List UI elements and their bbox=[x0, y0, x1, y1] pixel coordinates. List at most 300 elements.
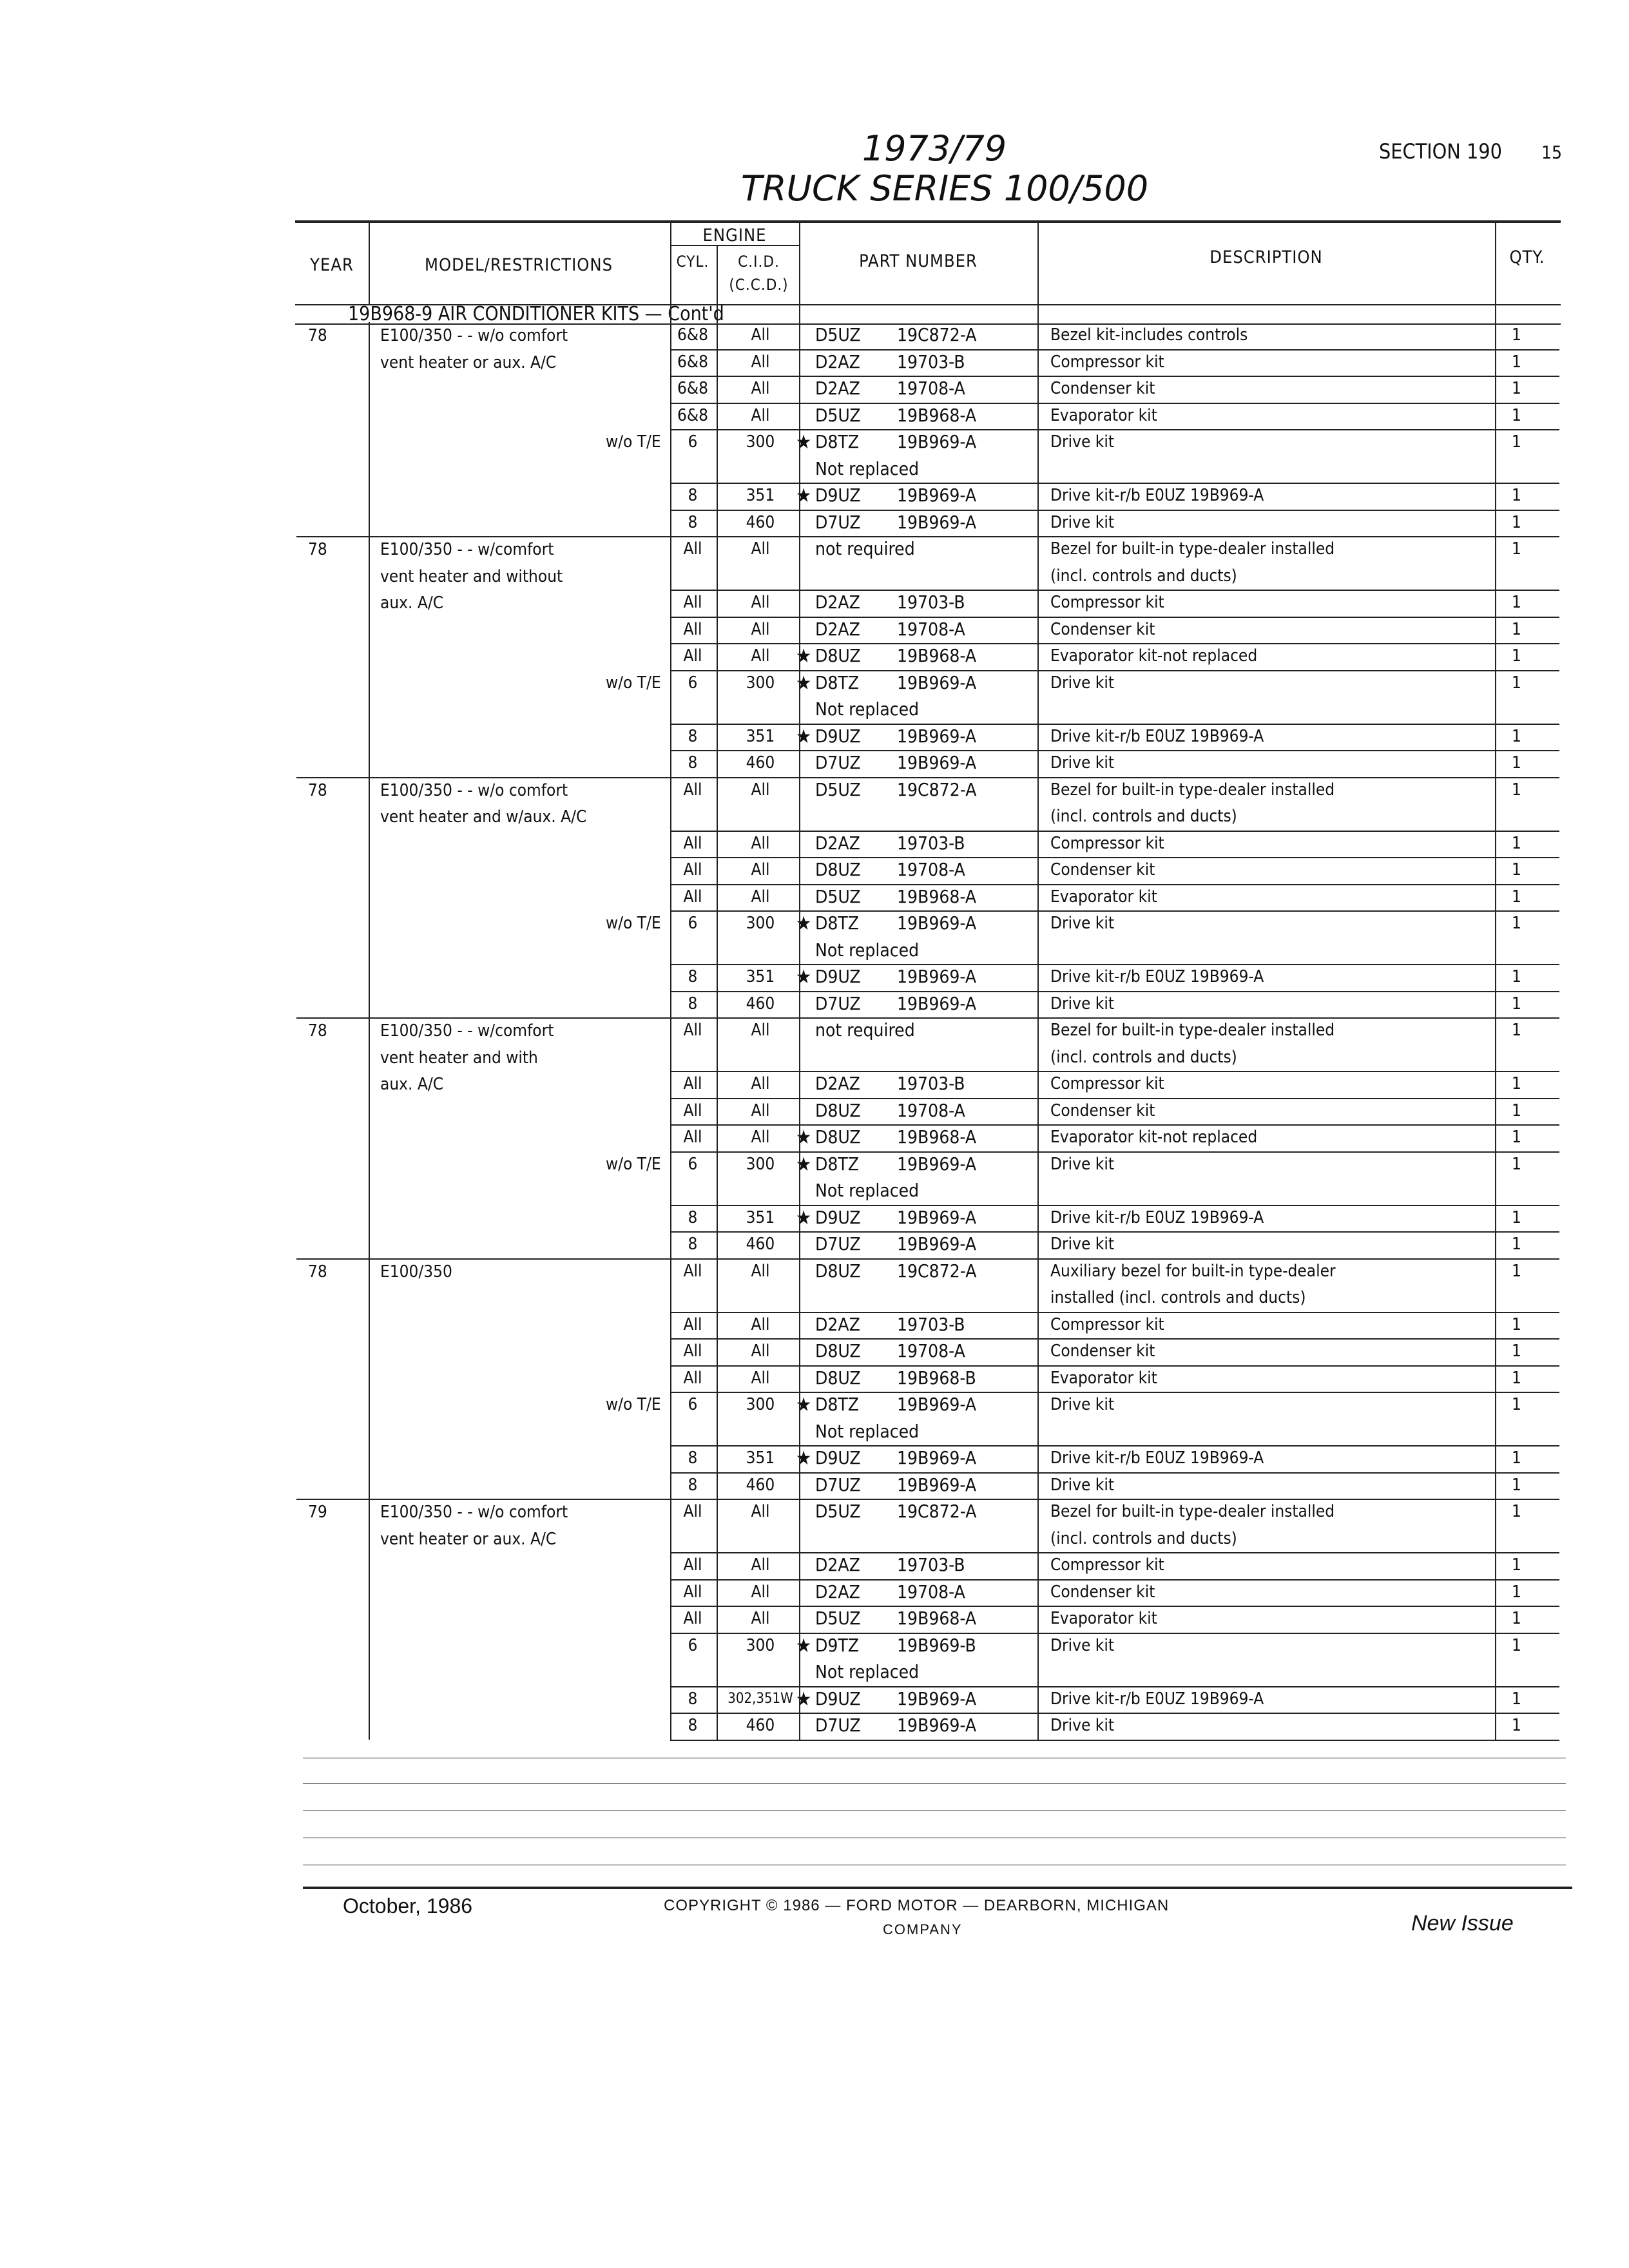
rule bbox=[369, 1017, 370, 1258]
part-number: 19703-B bbox=[897, 832, 965, 854]
cyl-cell: 6&8 bbox=[677, 405, 708, 425]
description-line: Drive kit bbox=[1050, 673, 1114, 693]
part-number: 19708-A bbox=[897, 618, 965, 640]
cid-cell: 460 bbox=[746, 1716, 775, 1735]
cyl-cell: All bbox=[683, 1502, 702, 1521]
rule bbox=[1037, 831, 1559, 832]
part-number: 19708-A bbox=[897, 1099, 965, 1121]
part-prefix: D9UZ bbox=[815, 725, 861, 747]
part-prefix: D8TZ bbox=[815, 431, 860, 452]
title-line-2: TRUCK SERIES 100/500 bbox=[741, 168, 1149, 209]
qty-cell: 1 bbox=[1512, 1475, 1521, 1495]
model-line: aux. A/C bbox=[380, 593, 444, 613]
rule bbox=[670, 1338, 1037, 1340]
qty-cell: 1 bbox=[1512, 1689, 1521, 1709]
description-line: Drive kit bbox=[1050, 1635, 1114, 1655]
cyl-cell: 8 bbox=[688, 726, 698, 746]
rule bbox=[1037, 777, 1559, 778]
star-icon: ★ bbox=[796, 671, 812, 695]
year-cell: 78 bbox=[308, 326, 327, 345]
description-line: Bezel for built-in type-dealer installed bbox=[1050, 780, 1335, 800]
part-prefix: D5UZ bbox=[815, 885, 861, 907]
rule bbox=[1037, 1472, 1559, 1474]
cyl-cell: 8 bbox=[688, 512, 698, 532]
part-prefix: D2AZ bbox=[815, 1313, 860, 1335]
part-number: 19B968-A bbox=[897, 885, 977, 907]
cid-cell: 460 bbox=[746, 994, 775, 1014]
cid-cell: 351 bbox=[746, 1207, 775, 1227]
model-line: E100/350 - - w/o comfort bbox=[380, 780, 568, 800]
qty-cell: 1 bbox=[1512, 1368, 1521, 1388]
qty-cell: 1 bbox=[1512, 1235, 1521, 1254]
qty-cell: 1 bbox=[1512, 1314, 1521, 1334]
description-line: Bezel for built-in type-dealer installed bbox=[1050, 539, 1335, 559]
rule bbox=[670, 590, 1037, 591]
qty-cell: 1 bbox=[1512, 593, 1521, 612]
part-number: 19B968-A bbox=[897, 404, 977, 426]
cid-cell: All bbox=[751, 887, 770, 907]
description-line: Evaporator kit bbox=[1050, 405, 1157, 425]
col-engine: ENGINE bbox=[702, 226, 767, 245]
rule bbox=[1037, 1071, 1559, 1072]
cyl-cell: 6 bbox=[688, 673, 698, 693]
part-number: 19C872-A bbox=[897, 324, 977, 345]
part-number: 19703-B bbox=[897, 351, 965, 372]
qty-cell: 1 bbox=[1512, 860, 1521, 879]
rule bbox=[670, 1098, 1037, 1099]
rule bbox=[1037, 910, 1559, 912]
cyl-cell: All bbox=[683, 593, 702, 612]
part-number: 19B969-B bbox=[897, 1634, 976, 1656]
rule bbox=[799, 220, 800, 304]
rule bbox=[670, 429, 1037, 430]
star-icon: ★ bbox=[796, 1206, 812, 1229]
cid-cell: All bbox=[751, 833, 770, 853]
star-icon: ★ bbox=[796, 431, 812, 454]
footer-issue: New Issue bbox=[1411, 1911, 1514, 1936]
cid-cell: 460 bbox=[746, 512, 775, 532]
part-number: 19708-A bbox=[897, 859, 965, 880]
cid-cell: 300 bbox=[746, 432, 775, 452]
part-number: 19B969-A bbox=[897, 511, 977, 533]
description-line: Drive kit bbox=[1050, 1395, 1114, 1414]
star-icon: ★ bbox=[796, 725, 812, 748]
cyl-cell: All bbox=[683, 887, 702, 907]
rule bbox=[670, 1124, 1037, 1126]
cyl-cell: All bbox=[683, 1314, 702, 1334]
cyl-cell: 6 bbox=[688, 914, 698, 933]
star-icon: ★ bbox=[796, 1447, 812, 1470]
qty-cell: 1 bbox=[1512, 967, 1521, 986]
rule bbox=[670, 964, 1037, 965]
rule bbox=[1037, 991, 1559, 992]
part-prefix: D5UZ bbox=[815, 778, 861, 800]
rule bbox=[296, 1017, 670, 1019]
page-number: 15 bbox=[1541, 142, 1563, 163]
rule bbox=[670, 304, 671, 1740]
cyl-cell: 8 bbox=[688, 1689, 698, 1709]
cyl-cell: 8 bbox=[688, 1475, 698, 1495]
col-ccd: (C.C.D.) bbox=[729, 276, 789, 294]
cyl-cell: 8 bbox=[688, 1716, 698, 1735]
restriction-label: w/o T/E bbox=[606, 1154, 661, 1174]
cid-cell: All bbox=[751, 1368, 770, 1388]
rule bbox=[670, 831, 1037, 832]
description-line: Drive kit-r/b E0UZ 19B969-A bbox=[1050, 726, 1264, 746]
col-year: YEAR bbox=[310, 255, 354, 275]
model-line: aux. A/C bbox=[380, 1075, 444, 1094]
rule bbox=[670, 884, 1037, 885]
rule bbox=[1037, 1740, 1559, 1741]
cid-cell: All bbox=[751, 1021, 770, 1040]
model-line: vent heater and without bbox=[380, 566, 563, 586]
rule bbox=[670, 1606, 1037, 1607]
description-line: Drive kit-r/b E0UZ 19B969-A bbox=[1050, 486, 1264, 505]
star-icon: ★ bbox=[796, 1394, 812, 1416]
part-prefix: D7UZ bbox=[815, 1233, 861, 1254]
cyl-cell: All bbox=[683, 1555, 702, 1575]
cyl-cell: 6 bbox=[688, 1635, 698, 1655]
qty-cell: 1 bbox=[1512, 1582, 1521, 1602]
part-prefix: D2AZ bbox=[815, 1554, 860, 1575]
qty-cell: 1 bbox=[1512, 780, 1521, 800]
rule bbox=[303, 1887, 1572, 1889]
cyl-cell: 6&8 bbox=[677, 352, 708, 372]
part-prefix: D8UZ bbox=[815, 859, 861, 880]
description-line: Drive kit bbox=[1050, 1475, 1114, 1495]
cyl-cell: 6&8 bbox=[677, 379, 708, 398]
part-number: 19B968-A bbox=[897, 1126, 977, 1148]
cid-cell: 300 bbox=[746, 1635, 775, 1655]
part-number: 19B969-A bbox=[897, 1715, 977, 1736]
part-prefix: D8UZ bbox=[815, 1099, 861, 1121]
description-line: Compressor kit bbox=[1050, 352, 1164, 372]
part-prefix: D9TZ bbox=[815, 1634, 860, 1656]
part-prefix: D8UZ bbox=[815, 1367, 861, 1389]
rule bbox=[1037, 724, 1559, 725]
part-number: 19B969-A bbox=[897, 1447, 977, 1468]
rule bbox=[670, 245, 799, 246]
cid-cell: 460 bbox=[746, 753, 775, 773]
qty-cell: 1 bbox=[1512, 1635, 1521, 1655]
cid-cell: All bbox=[751, 780, 770, 800]
rule bbox=[1037, 1552, 1559, 1553]
cid-cell: All bbox=[751, 860, 770, 879]
cid-cell: All bbox=[751, 646, 770, 666]
rule bbox=[670, 777, 1037, 778]
cid-cell: 300 bbox=[746, 1154, 775, 1174]
rule bbox=[1037, 643, 1559, 644]
cid-cell: All bbox=[751, 379, 770, 398]
rule bbox=[1037, 1258, 1559, 1260]
rule bbox=[1037, 510, 1559, 511]
star-icon: ★ bbox=[796, 1687, 812, 1711]
year-cell: 78 bbox=[308, 780, 327, 800]
cyl-cell: All bbox=[683, 833, 702, 853]
star-icon: ★ bbox=[796, 912, 812, 935]
rule bbox=[670, 1312, 1037, 1313]
rule bbox=[1037, 483, 1559, 484]
description-line: Condenser kit bbox=[1050, 860, 1155, 879]
rule bbox=[670, 724, 1037, 725]
rule bbox=[670, 1740, 1037, 1741]
rule bbox=[1037, 536, 1559, 537]
part-prefix: D8TZ bbox=[815, 1153, 860, 1175]
part-number: 19B969-A bbox=[897, 966, 977, 987]
description-line: Bezel for built-in type-dealer installed bbox=[1050, 1021, 1335, 1040]
part-note: Not replaced bbox=[815, 939, 920, 961]
rule bbox=[1037, 590, 1559, 591]
part-prefix: D8UZ bbox=[815, 645, 861, 666]
part-number: 19703-B bbox=[897, 591, 965, 613]
rule bbox=[670, 991, 1037, 992]
qty-cell: 1 bbox=[1512, 1207, 1521, 1227]
rule bbox=[670, 1205, 1037, 1206]
model-line: vent heater and with bbox=[380, 1048, 538, 1068]
description-line: Drive kit-r/b E0UZ 19B969-A bbox=[1050, 1448, 1264, 1468]
description-line: Evaporator kit-not replaced bbox=[1050, 1128, 1258, 1147]
description-line: Condenser kit bbox=[1050, 1582, 1155, 1602]
year-cell: 79 bbox=[308, 1503, 327, 1522]
part-prefix: D8UZ bbox=[815, 1340, 861, 1361]
rule bbox=[1037, 1606, 1559, 1607]
part-prefix: D8TZ bbox=[815, 1394, 860, 1415]
part-prefix: D8UZ bbox=[815, 1126, 861, 1148]
rule bbox=[1037, 1231, 1559, 1233]
rule bbox=[296, 777, 670, 778]
rule bbox=[1037, 304, 1039, 1740]
cid-cell: All bbox=[751, 1074, 770, 1093]
part-number: 19B969-A bbox=[897, 1474, 977, 1495]
cyl-cell: 8 bbox=[688, 753, 698, 773]
qty-cell: 1 bbox=[1512, 325, 1521, 345]
rule bbox=[670, 670, 1037, 671]
rule bbox=[1037, 617, 1559, 618]
qty-cell: 1 bbox=[1512, 833, 1521, 853]
qty-cell: 1 bbox=[1512, 673, 1521, 693]
cid-cell: 351 bbox=[746, 967, 775, 986]
rule bbox=[1037, 1205, 1559, 1206]
description-line: Compressor kit bbox=[1050, 833, 1164, 853]
part-number: 19703-B bbox=[897, 1554, 965, 1575]
part-prefix: D9UZ bbox=[815, 1447, 861, 1468]
description-line: Drive kit bbox=[1050, 1235, 1114, 1254]
qty-cell: 1 bbox=[1512, 1128, 1521, 1147]
description-line: Evaporator kit bbox=[1050, 1368, 1157, 1388]
cid-cell: 460 bbox=[746, 1475, 775, 1495]
description-line: Condenser kit bbox=[1050, 619, 1155, 639]
part-note: Not replaced bbox=[815, 698, 920, 720]
description-line: Compressor kit bbox=[1050, 1074, 1164, 1093]
cyl-cell: All bbox=[683, 1341, 702, 1361]
description-line: Bezel for built-in type-dealer installed bbox=[1050, 1502, 1335, 1521]
cid-cell: 300 bbox=[746, 914, 775, 933]
rule bbox=[1037, 376, 1559, 377]
cid-cell: All bbox=[751, 405, 770, 425]
part-prefix: D7UZ bbox=[815, 992, 861, 1014]
part-number: 19B969-A bbox=[897, 912, 977, 934]
qty-cell: 1 bbox=[1512, 379, 1521, 398]
part-prefix: D7UZ bbox=[815, 1715, 861, 1736]
part-prefix: D9UZ bbox=[815, 485, 861, 506]
footer-company: COMPANY bbox=[883, 1921, 963, 1937]
rule bbox=[670, 1552, 1037, 1553]
model-line: E100/350 - - w/o comfort bbox=[380, 1503, 568, 1522]
rule bbox=[670, 1472, 1037, 1474]
rule bbox=[1037, 220, 1039, 304]
cid-cell: All bbox=[751, 1582, 770, 1602]
star-icon: ★ bbox=[796, 645, 812, 668]
description-line: (incl. controls and ducts) bbox=[1050, 566, 1237, 586]
rule bbox=[670, 349, 1037, 351]
rule bbox=[717, 304, 718, 1740]
year-cell: 78 bbox=[308, 1262, 327, 1282]
rule bbox=[670, 617, 1037, 618]
cyl-cell: All bbox=[683, 860, 702, 879]
rule bbox=[303, 1783, 1566, 1784]
part-prefix: D2AZ bbox=[815, 618, 860, 640]
part-number: 19703-B bbox=[897, 1313, 965, 1335]
cyl-cell: 8 bbox=[688, 1448, 698, 1468]
model-line: vent heater or aux. A/C bbox=[380, 352, 557, 372]
cyl-cell: 6 bbox=[688, 1395, 698, 1414]
description-line: (incl. controls and ducts) bbox=[1050, 1528, 1237, 1548]
rule bbox=[799, 304, 800, 1740]
cid-cell: 300 bbox=[746, 1395, 775, 1414]
qty-cell: 1 bbox=[1512, 1074, 1521, 1093]
cyl-cell: 8 bbox=[688, 994, 698, 1014]
part-prefix: not required bbox=[815, 538, 915, 559]
rule bbox=[1037, 1392, 1559, 1393]
description-line: Condenser kit bbox=[1050, 1341, 1155, 1361]
part-prefix: D7UZ bbox=[815, 1474, 861, 1495]
part-number: 19B969-A bbox=[897, 992, 977, 1014]
part-prefix: D2AZ bbox=[815, 591, 860, 613]
rule bbox=[1495, 220, 1496, 304]
page-title bbox=[741, 128, 1149, 209]
rule bbox=[369, 322, 370, 536]
cyl-cell: All bbox=[683, 646, 702, 666]
model-line: vent heater and w/aux. A/C bbox=[380, 807, 587, 827]
rule bbox=[1037, 1151, 1559, 1153]
cid-cell: All bbox=[751, 1609, 770, 1628]
qty-cell: 1 bbox=[1512, 1261, 1521, 1281]
part-prefix: D2AZ bbox=[815, 1581, 860, 1602]
rule bbox=[1037, 750, 1559, 751]
description-line: Compressor kit bbox=[1050, 593, 1164, 612]
rule bbox=[670, 1686, 1037, 1687]
rule bbox=[295, 323, 1561, 325]
description-line: (incl. controls and ducts) bbox=[1050, 807, 1237, 826]
cid-cell: 351 bbox=[746, 486, 775, 505]
rule bbox=[670, 1231, 1037, 1233]
description-line: Drive kit-r/b E0UZ 19B969-A bbox=[1050, 967, 1264, 986]
cid-cell: All bbox=[751, 539, 770, 559]
part-number: 19B969-A bbox=[897, 1687, 977, 1709]
cyl-cell: All bbox=[683, 1261, 702, 1281]
qty-cell: 1 bbox=[1512, 1609, 1521, 1628]
restriction-label: w/o T/E bbox=[606, 1395, 661, 1414]
col-qty: QTY. bbox=[1509, 247, 1545, 267]
rule bbox=[670, 910, 1037, 912]
cid-cell: All bbox=[751, 1502, 770, 1521]
rule bbox=[670, 220, 671, 304]
description-line: Drive kit bbox=[1050, 512, 1114, 532]
part-prefix: D2AZ bbox=[815, 832, 860, 854]
rule bbox=[1037, 1098, 1559, 1099]
part-number: 19B969-A bbox=[897, 431, 977, 452]
cid-cell: 302,351W bbox=[728, 1690, 793, 1707]
qty-cell: 1 bbox=[1512, 1021, 1521, 1040]
part-prefix: D5UZ bbox=[815, 324, 861, 345]
footer-copyright: COPYRIGHT © 1986 — FORD MOTOR — DEARBORN, MICHIGAN bbox=[664, 1897, 1170, 1914]
restriction-label: w/o T/E bbox=[606, 673, 661, 693]
cyl-cell: All bbox=[683, 619, 702, 639]
part-number: 19C872-A bbox=[897, 778, 977, 800]
cyl-cell: All bbox=[683, 1128, 702, 1147]
cid-cell: All bbox=[751, 352, 770, 372]
description-line: Evaporator kit bbox=[1050, 887, 1157, 907]
part-prefix: D8UZ bbox=[815, 1260, 861, 1282]
part-number: 19B968-A bbox=[897, 1608, 977, 1629]
cyl-cell: All bbox=[683, 539, 702, 559]
qty-cell: 1 bbox=[1512, 486, 1521, 505]
rule bbox=[1037, 1713, 1559, 1714]
col-model: MODEL/RESTRICTIONS bbox=[424, 255, 613, 275]
star-icon: ★ bbox=[796, 485, 812, 507]
cid-cell: All bbox=[751, 1314, 770, 1334]
qty-cell: 1 bbox=[1512, 1448, 1521, 1468]
qty-cell: 1 bbox=[1512, 726, 1521, 746]
cyl-cell: All bbox=[683, 1609, 702, 1628]
rule bbox=[296, 536, 670, 537]
rule bbox=[369, 220, 370, 304]
qty-cell: 1 bbox=[1512, 1341, 1521, 1361]
section-heading: 19B968-9 AIR CONDITIONER KITS — Cont'd bbox=[348, 303, 724, 325]
rule bbox=[670, 1499, 1037, 1500]
rule bbox=[670, 403, 1037, 404]
part-prefix: not required bbox=[815, 1019, 915, 1041]
cid-cell: 460 bbox=[746, 1235, 775, 1254]
rule bbox=[1037, 1017, 1559, 1019]
restriction-label: w/o T/E bbox=[606, 914, 661, 933]
rule bbox=[717, 245, 718, 304]
description-line: Drive kit bbox=[1050, 914, 1114, 933]
rule bbox=[296, 1258, 670, 1260]
rule bbox=[670, 643, 1037, 644]
model-line: E100/350 bbox=[380, 1262, 452, 1282]
part-number: 19C872-A bbox=[897, 1501, 977, 1522]
part-number: 19B969-A bbox=[897, 725, 977, 747]
rule bbox=[670, 536, 1037, 537]
restriction-label: w/o T/E bbox=[606, 432, 661, 452]
star-icon: ★ bbox=[796, 1126, 812, 1149]
rule bbox=[670, 1633, 1037, 1634]
cid-cell: All bbox=[751, 1100, 770, 1120]
rule bbox=[1495, 304, 1496, 1740]
qty-cell: 1 bbox=[1512, 753, 1521, 773]
rule bbox=[1037, 1499, 1559, 1500]
cyl-cell: 6 bbox=[688, 1154, 698, 1174]
cyl-cell: All bbox=[683, 1582, 702, 1602]
part-number: 19708-A bbox=[897, 1340, 965, 1361]
model-line: E100/350 - - w/comfort bbox=[380, 1021, 554, 1041]
cyl-cell: All bbox=[683, 1368, 702, 1388]
qty-cell: 1 bbox=[1512, 1154, 1521, 1174]
rule bbox=[1037, 429, 1559, 430]
rule bbox=[1037, 1124, 1559, 1126]
part-prefix: D5UZ bbox=[815, 1501, 861, 1522]
